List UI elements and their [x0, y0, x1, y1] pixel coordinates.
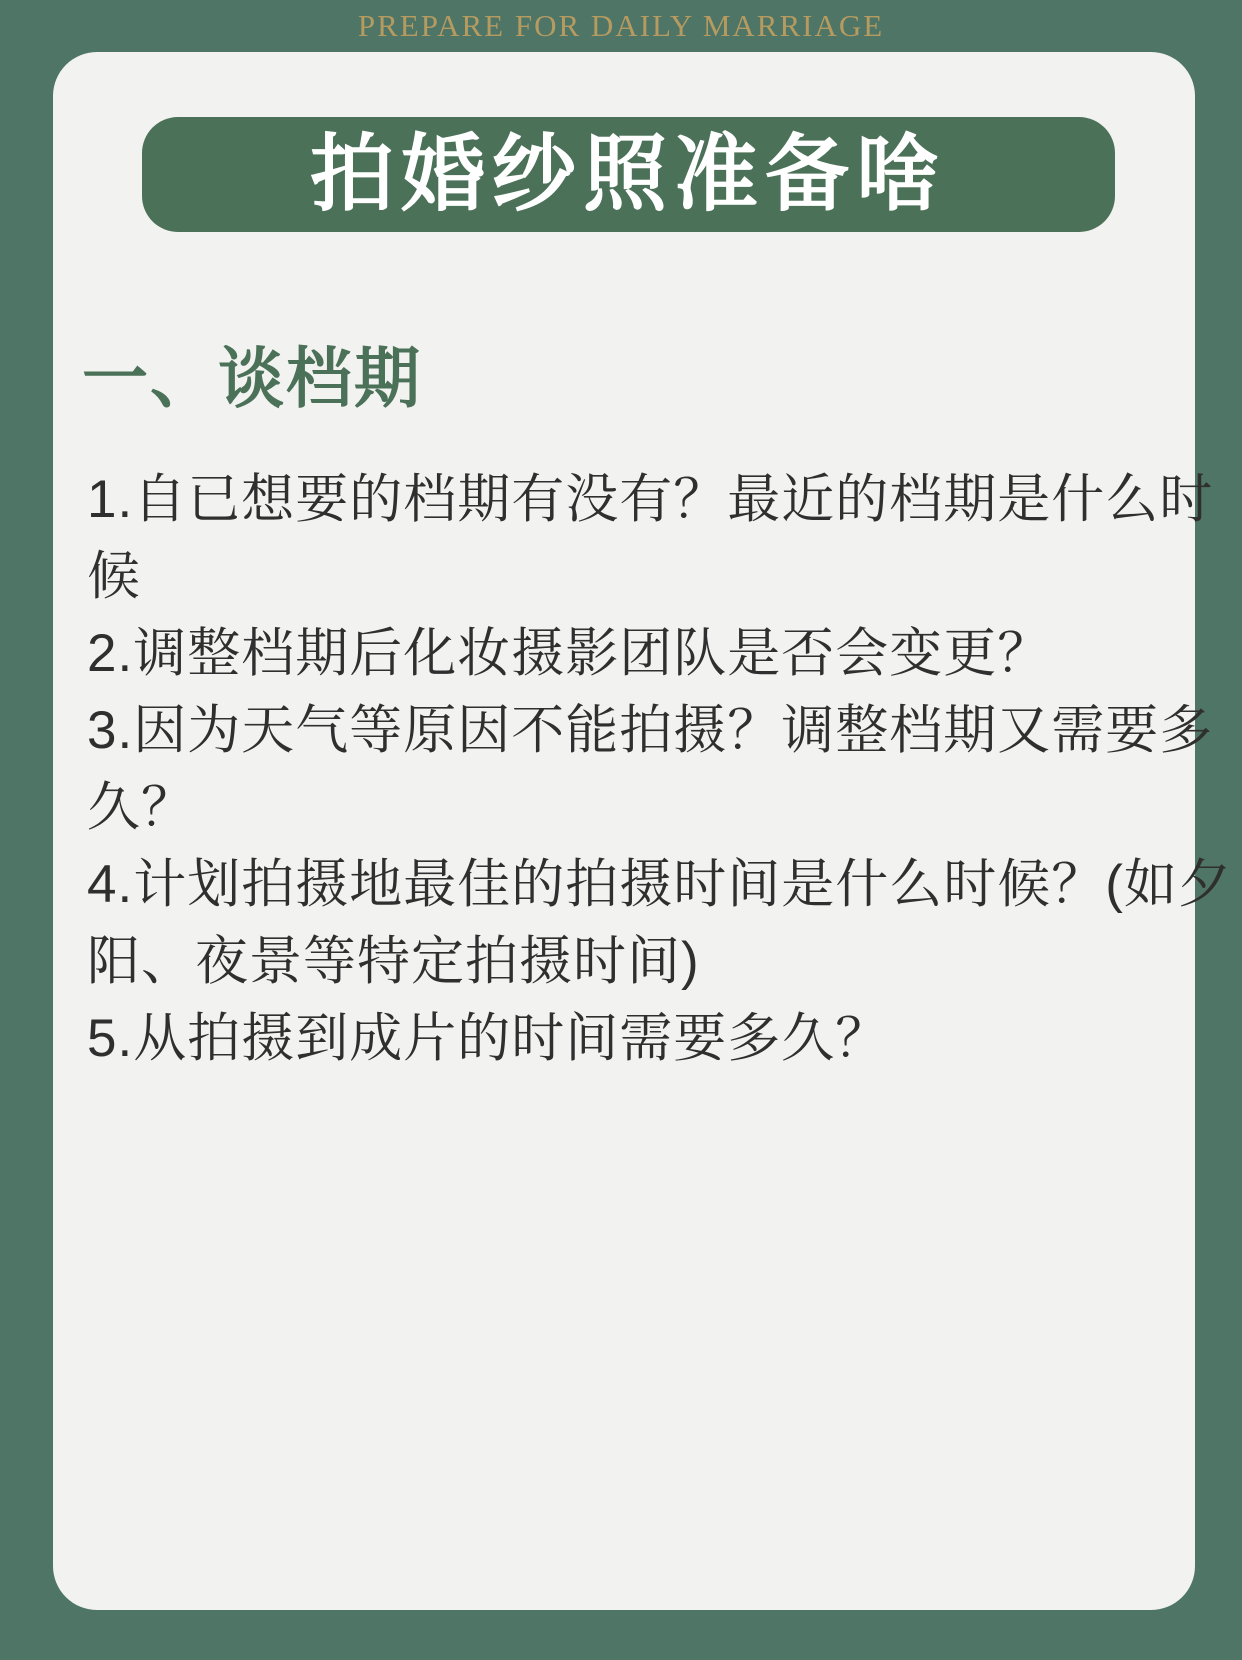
question-line: 阳、夜景等特定拍摄时间) — [87, 932, 700, 991]
question-line: 3.因为天气等原因不能拍摄？调整档期又需要多 — [87, 701, 1214, 760]
eyebrow-text: PREPARE FOR DAILY MARRIAGE — [357, 8, 885, 43]
section-heading: 一、谈档期 — [82, 341, 422, 415]
question-line: 2.调整档期后化妆摄影团队是否会变更？ — [87, 624, 1052, 683]
question-line: 久？ — [87, 778, 195, 837]
question-line: 5.从拍摄到成片的时间需要多久？ — [87, 1009, 890, 1068]
content-card — [53, 52, 1232, 1610]
question-line: 1.自已想要的档期有没有？最近的档期是什么时 — [87, 470, 1214, 529]
page-title: 拍婚纱照准备啥 — [309, 127, 947, 221]
title-banner — [142, 117, 1115, 232]
question-line: 候 — [87, 547, 141, 606]
question-list — [87, 461, 1232, 1077]
question-line: 4.计划拍摄地最佳的拍摄时间是什么时候？(如夕 — [87, 855, 1232, 914]
